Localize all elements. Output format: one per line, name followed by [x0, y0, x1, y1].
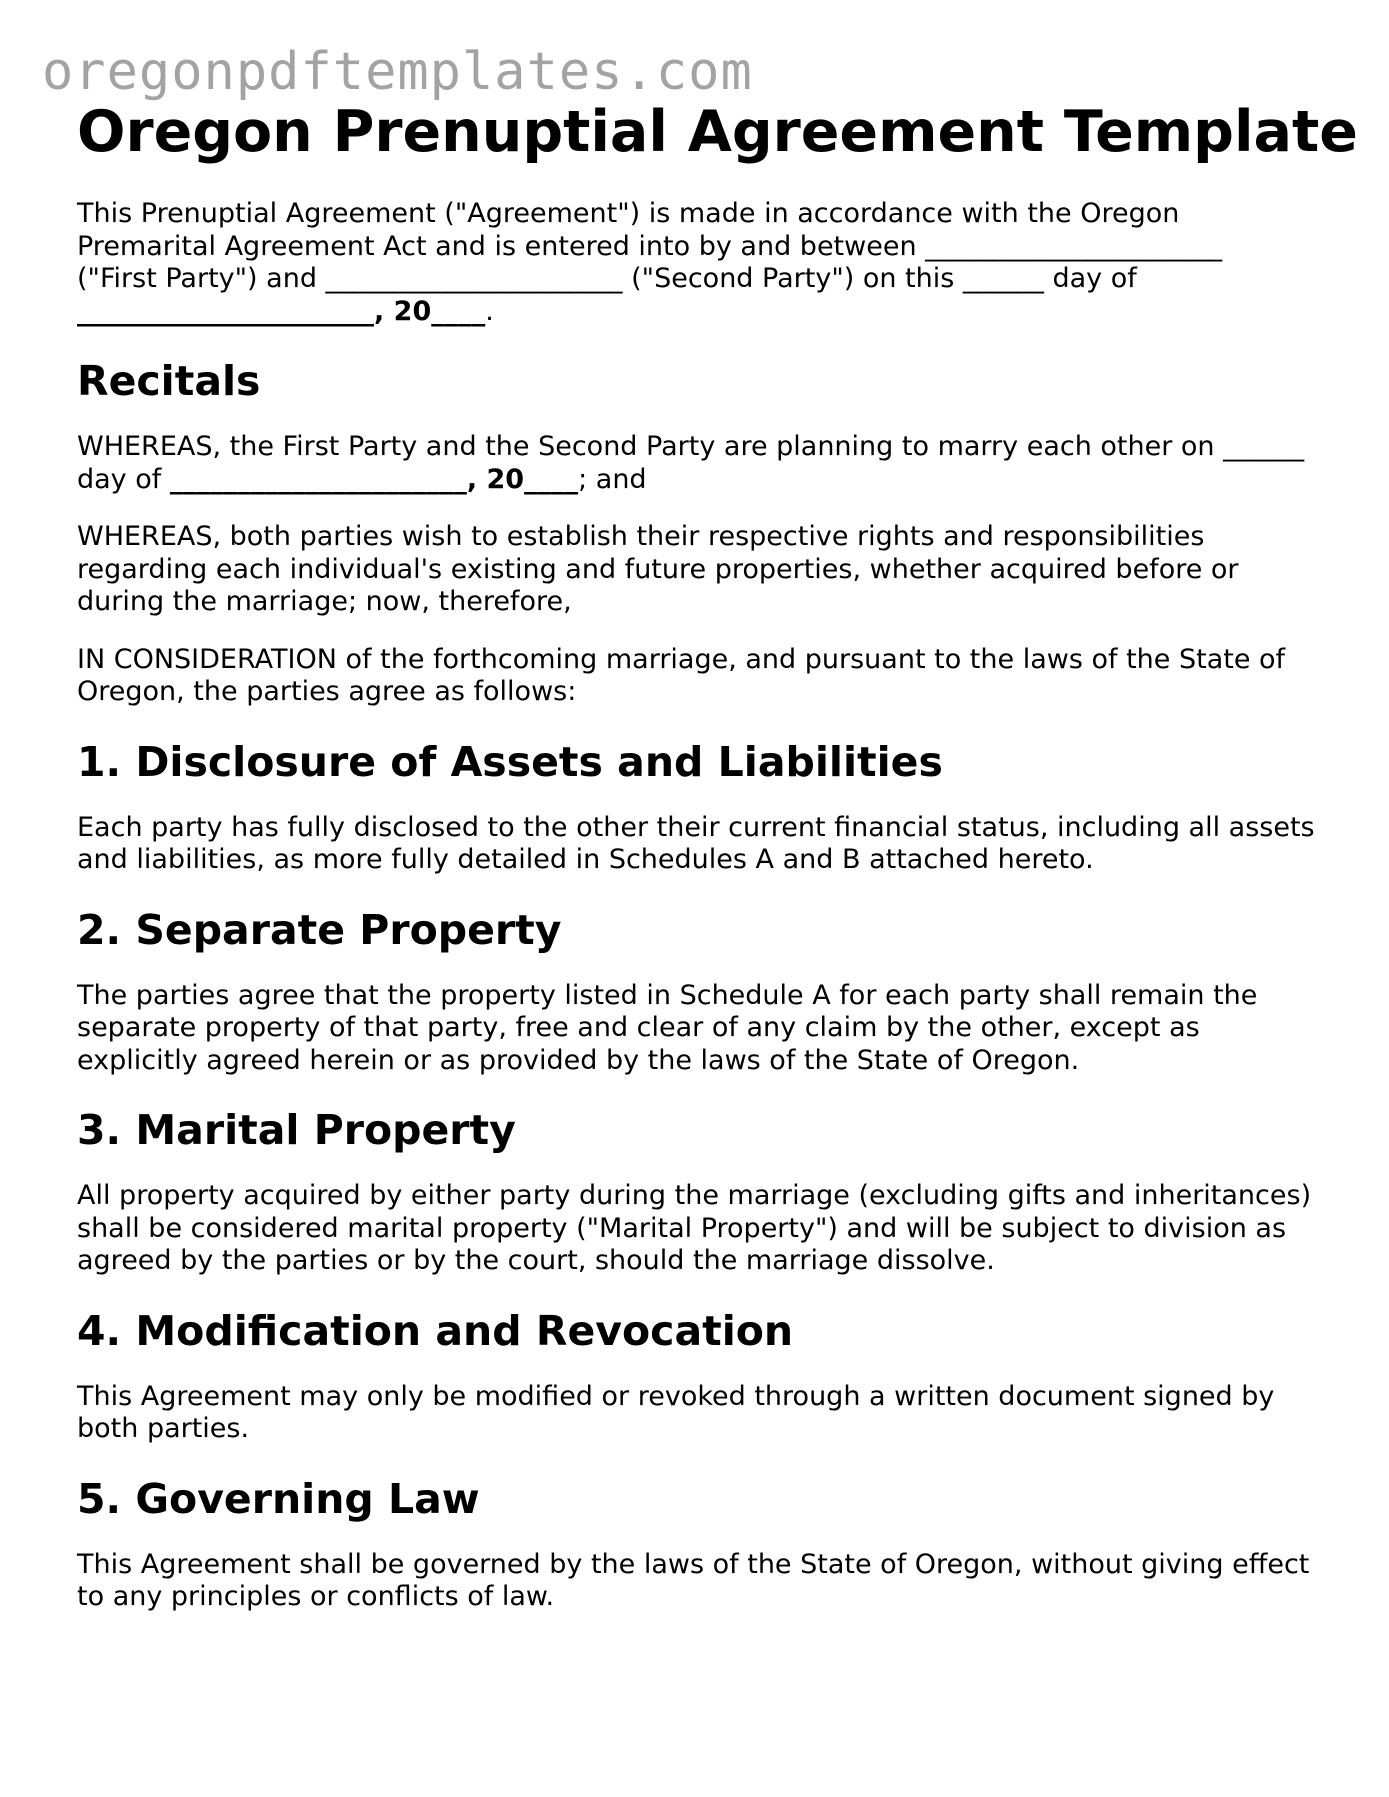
intro-date-blank: ______________________, 20____ — [77, 295, 486, 327]
watermark: oregonpdftemplates.com — [42, 42, 753, 102]
whereas-1-line-2-end: ; and — [578, 463, 647, 495]
intro-line-1: This Prenuptial Agreement ("Agreement") is made in accordance with the Oregon — [77, 198, 1180, 229]
document-body — [77, 96, 1358, 1614]
recitals-heading: Recitals — [77, 357, 261, 405]
section-body-modification: This Agreement may only be modified or revoked through a written document signed by both parties. — [77, 1380, 1275, 1444]
whereas-paragraph-2: WHEREAS, both parties wish to establish their respective rights and responsibilities regarding each individual's existing and future properties, whether acquired before or during the marriage; now, therefore, — [77, 521, 1239, 617]
section-heading-governing-law: 5. Governing Law — [77, 1474, 480, 1523]
section-body-separate-property: The parties agree that the property listed in Schedule A for each party shall remain the separate property of that party, free and clear of any claim by the other, except as explicitly agreed herein or as provided by the laws of the State of Oregon. — [77, 979, 1258, 1076]
section-body-governing-law: This Agreement shall be governed by the laws of the State of Oregon, without giving effect to any principles or conflicts of law. — [77, 1548, 1310, 1612]
whereas-1-line-1: WHEREAS, the First Party and the Second Party are planning to marry each other on ______ — [77, 431, 1305, 462]
intro-line-2: Premarital Agreement Act and is entered into by and between ______________________ — [77, 230, 1223, 262]
section-body-marital-property: All property acquired by either party during the marriage (excluding gifts and inheritances) shall be considered marital property ("Marital Property") and will be subject to division as agreed by the parties or by the court, should the marriage dissolve. — [77, 1180, 1312, 1276]
whereas-paragraph-1 — [77, 431, 1317, 496]
intro-line-4-end: . — [485, 295, 494, 327]
whereas-1-date-blank: ______________________, 20____ — [169, 463, 579, 495]
section-heading-modification: 4. Modification and Revocation — [77, 1306, 794, 1355]
section-heading-marital-property: 3. Marital Property — [77, 1106, 516, 1154]
section-body-disclosure: Each party has fully disclosed to the other their current financial status, including all assets and liabilities, as more fully detailed in Schedules A and B attached hereto. — [77, 811, 1315, 875]
intro-paragraph — [77, 198, 1317, 328]
intro-line-3: ("First Party") and ______________________ ("Second Party") on this ______ day of — [77, 263, 1137, 294]
whereas-1-line-2-start: day of — [77, 463, 170, 495]
page-title: Oregon Prenuptial Agreement Template — [77, 99, 1358, 165]
section-heading-disclosure: 1. Disclosure of Assets and Liabilities — [77, 737, 943, 786]
consideration-paragraph: IN CONSIDERATION of the forthcoming marriage, and pursuant to the laws of the State of Oregon, the parties agree as follows: — [77, 643, 1286, 707]
section-heading-separate-property: 2. Separate Property — [77, 905, 562, 954]
